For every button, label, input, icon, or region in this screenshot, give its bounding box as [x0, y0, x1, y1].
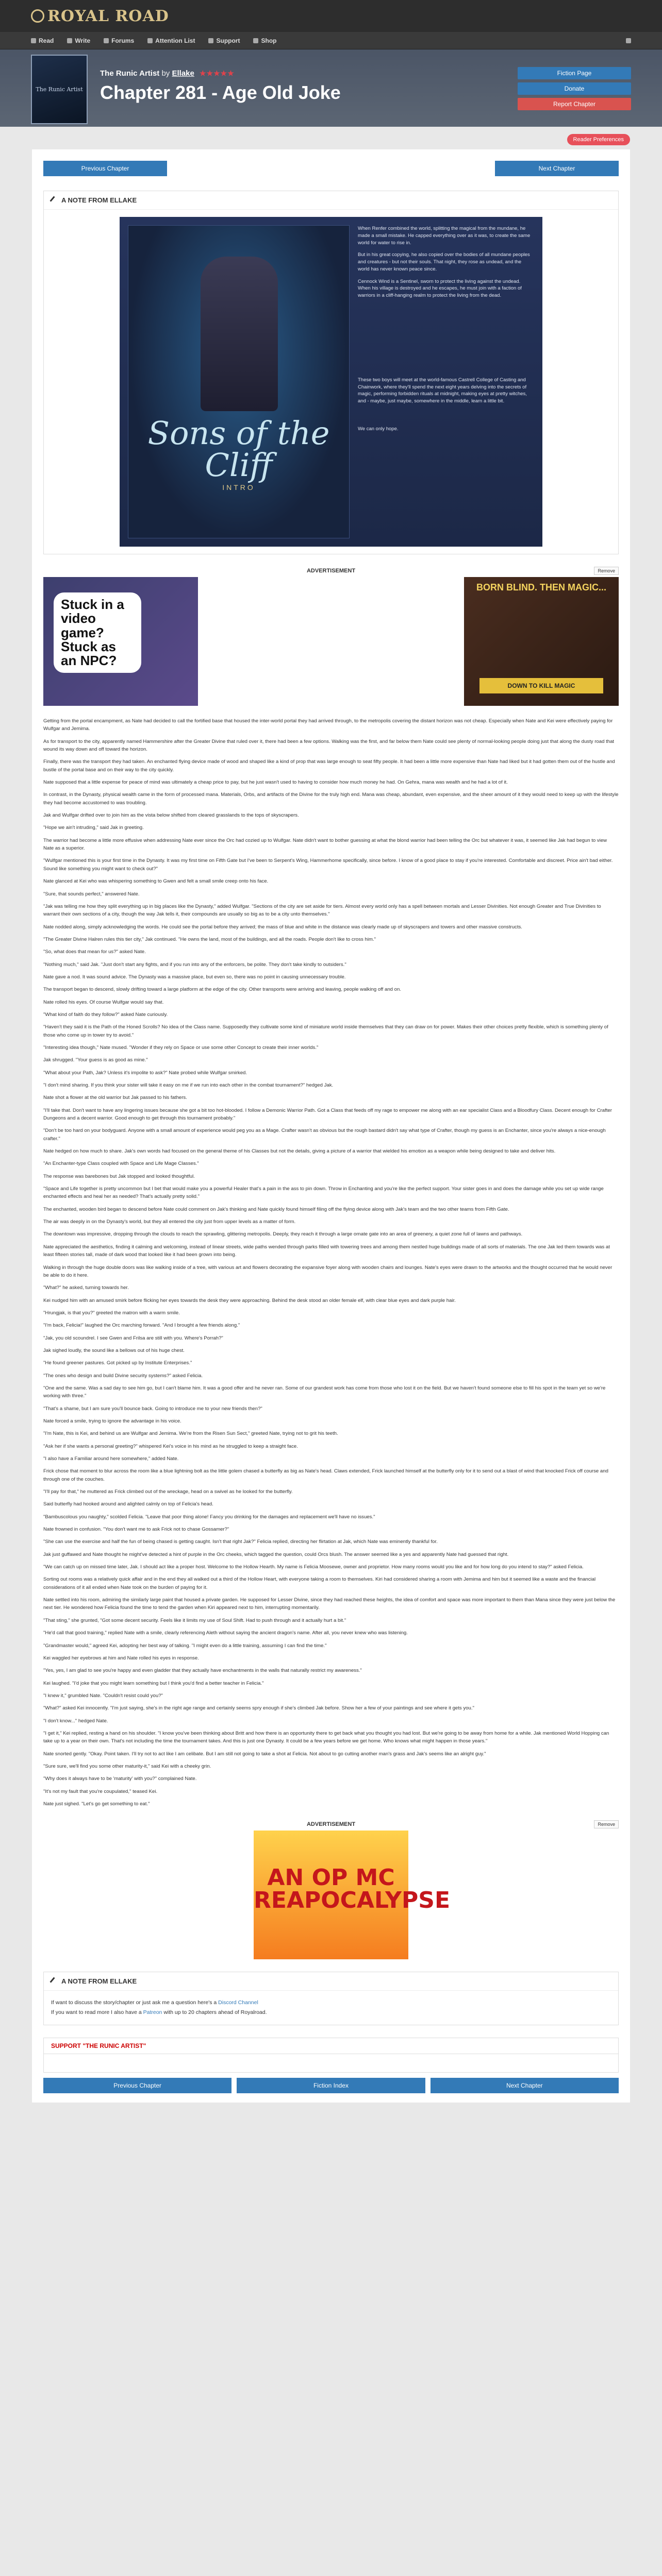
chapter-paragraph: Jak shrugged. "Your guess is as good as mine." [43, 1057, 148, 1063]
chapter-paragraph: "Interesting idea though," Nate mused. "Wonder if they rely on Space or use some other Concept to create their inner worlds." [43, 1044, 319, 1050]
chapter-paragraph: "Don't be too hard on your bodyguard. Anyone with a small amount of experience would peg you as a Mage. Crafter wasn't as obvious but the rough bastard didn't say what type of Crafter, though my guess is an Enchanter, since you're always a nice-enough crafter." [43, 1128, 606, 1142]
promo-text: When Renfer combined the world, splitting the magical from the mundane, he made a small mistake. He capped everything over as it was, to create the same world for water to rise in. But in his great copying, he also copied over the bodies of all mundane peoples and creatures - but not their souls. That night, they rose as undead, and the world has never known peace since. Cennock Wind is a Sentinel, sworn to protect the living against the undead. When his village is destroyed and he escapes, he must join with a faction of warriors in a cliff-hanging realm to protect the living from the dead. These two boys will meet at the world-famous Castrell College of Casting and Chainwork, where they'll spend the next eight years delving into the secrets of magic, performing forbidden rituals at midnight, making eyes at pretty witches, and - maybe, just maybe, somewhere in the middle, learn a little bit. We can only hope. [358, 226, 531, 432]
chapter-paragraph: Nate rolled his eyes. Of course Wulfgar would say that. [43, 999, 164, 1005]
pen-icon [67, 38, 72, 43]
ad-block-2 [43, 1821, 619, 1959]
rating-stars: ★★★★★ [200, 69, 235, 77]
site-name: ROYAL ROAD [47, 7, 169, 25]
chapter-paragraph: Jak sighed loudly, the sound like a bellows out of his huge chest. [43, 1347, 185, 1353]
user-icon [626, 38, 631, 43]
ad-block-1 [43, 568, 619, 706]
ad-2-cta: DOWN TO KILL MAGIC [479, 678, 603, 693]
cart-icon [253, 38, 258, 43]
chapter-paragraph: Sorting out rooms was a relatively quick affair and in the end they all walked out a third of the Hollow Heart, with everyone taking a room to themselves. Kiri had considered sharing a room with Jemima and him but it seemed like a waste and the financial considerations of it all ended when Nate took on the burden of paying for it. [43, 1577, 596, 1590]
chapter-paragraph: Finally, there was the transport they had taken. An enchanted flying device made of wood and shaped like a kind of prop that was large enough to seat fifty people. It had been a little more expensive than Nate had liked but it had gotten them out of the hustle and bustle of the portal base and on their way to the city quickly. [43, 759, 615, 773]
chapter-paragraph: "I don't mind sharing. If you think your sister will take it easy on me if we run into each other in the combat tournament?" hedged Jak. [43, 1082, 334, 1088]
fiction-index-button[interactable]: Fiction Index [237, 2078, 425, 2093]
chapter-paragraph: "Sure sure, we'll find you some other maturity-it," said Kei with a cheeky grin. [43, 1763, 211, 1769]
chapter-paragraph: "Ask her if she wants a personal greeting?" whispered Kei's voice in his mind as he struggled to keep a straight face. [43, 1443, 298, 1449]
ad-2-title: BORN BLIND. THEN MAGIC... [476, 582, 606, 592]
nav-attention-list[interactable]: Attention List [147, 37, 195, 44]
author-link[interactable]: Ellake [172, 69, 194, 78]
fiction-title[interactable]: The Runic Artist [100, 69, 160, 78]
chapter-paragraph: Getting from the portal encampment, as Nate had decided to call the fortified base that housed the inter-world portal they had arrived through, to the metropolis covering the distant horizon was not cheap. Especially when Nate and Kei were effectively paying for Wulfgar and Jemima. [43, 718, 613, 732]
chapter-paragraph: The warrior had become a little more effusive when addressing Nate ever since the Orc had cozied up to Wulfgar. Nate didn't want to bother guessing at what the blond warrior had been telling the Orc but whatever it was, it seemed like Jak had begun to view Nate as a superior. [43, 837, 607, 852]
chapter-paragraph: "I also have a Familiar around here somewhere," added Nate. [43, 1456, 179, 1462]
chapter-paragraph: Walking in through the huge double doors was like walking inside of a tree, with various art and flowers decorating the expansive foyer along with wooden chairs and lounges. Nate's eyes were drawn to the artworks and the thought occurred that he would never be able to do it here. [43, 1264, 613, 1278]
chapter-paragraph: "An Enchanter-type Class coupled with Space and Life Mage Classes." [43, 1161, 199, 1167]
promo-logo-text: Sons of the Cliff [147, 414, 330, 484]
chapter-paragraph: "The ones who design and build Divine security systems?" asked Felicia. [43, 1372, 203, 1379]
chapter-paragraph: Nate just sighed. "Let's go get something to eat." [43, 1801, 150, 1807]
chapter-paragraph: "Jak, you old scoundrel. I see Gwen and Frilsa are still with you. Where's Porrah?" [43, 1335, 223, 1341]
chapter-nav-bottom [43, 2078, 619, 2093]
pencil-icon [50, 196, 59, 205]
chapter-paragraph: Jak and Wulfgar drifted over to join him as the vista below shifted from cleared grasslands to the tops of skyscrapers. [43, 812, 299, 819]
life-ring-icon [208, 38, 213, 43]
chapter-paragraph: "I don't know..." hedged Nate. [43, 1718, 108, 1724]
author-note-bottom-heading: A NOTE FROM ELLAKE [61, 1977, 137, 1986]
chapter-paragraph: Nate shot a flower at the old warrior but Jak passed to his fathers. [43, 1095, 187, 1101]
book-icon [31, 38, 36, 43]
chapter-paragraph: "I'll take that. Don't want to have any lingering issues because she got a bit too hot-blooded. I follow a Demonic Warrior Path. Got a Class that feeds off my rage to empower me along with an ear specialist Class and a Bloodfury Class. Decent enough for Crafter Dungeons and a decent warrior. Good enough to get through this tournament probably." [43, 1107, 612, 1122]
chapter-paragraph: Kei waggled her eyebrows at him and Nate rolled his eyes in response. [43, 1655, 199, 1661]
advertisement-2[interactable] [464, 577, 619, 706]
chapter-paragraph: "Wulfgar mentioned this is your first time in the Dynasty. It was my first time on Fifth Gate but I've been to Serpent's Wing, Hammerhome specifically, since before. I know of a good place to stay if you're interested. Comfortable and discreet. Price ain't bad either. Sound like something you might want to check out?" [43, 858, 613, 872]
chapter-paragraph: "Bambuscolous you naughty," scolded Felicia. "Leave that poor thing alone! Fancy you drinking for the damages and replacement we'll have no issues." [43, 1514, 375, 1520]
previous-chapter-button[interactable]: Previous Chapter [43, 161, 167, 176]
chapter-paragraph: Said butterfly had hooked around and alighted calmly on top of Felicia's head. [43, 1501, 213, 1507]
pencil-icon [50, 1977, 59, 1986]
remove-ads-button[interactable]: Remove [594, 567, 619, 575]
chapter-paragraph: Nate gave a nod. It was sound advice. The Dynasty was a massive place, but even so, there was no point in causing unnecessary trouble. [43, 974, 346, 980]
nav-write[interactable]: Write [67, 37, 90, 44]
header-buttons [518, 67, 631, 110]
remove-ads-button-2[interactable]: Remove [594, 1820, 619, 1828]
fiction-cover[interactable]: The Runic Artist [31, 55, 88, 124]
crown-icon [31, 9, 44, 23]
chapter-paragraph: In contrast, in the Dynasty, physical wealth came in the form of processed mana. Materials, Orbs, and artifacts of the Divine for the truly high end. Mana was cheap, abundant, even expensive, and the sheer amount of it they would need to keep up with the lifestyle they had become accustomed to was troubling. [43, 792, 619, 806]
advertisement-3[interactable] [254, 1831, 451, 1959]
support-box [43, 2054, 619, 2073]
chapter-paragraph: "We can catch up on missed time later, Jak. I should act like a proper host. Welcome to the Hollow Hearth. My name is Felicia Moosewe, owner and proprietor. How many rooms would you like and for how long do you intend to stay?" asked Felicia. [43, 1564, 584, 1570]
chapter-paragraph: "I knew it," grumbled Nate. "Couldn't resist could you?" [43, 1692, 163, 1699]
chapter-paragraph: "The Greater Divine Halren rules this tier city," Jak continued. "He owns the land, most of the buildings, and all the roads. People don't like to cross him." [43, 936, 376, 942]
user-avatar[interactable] [626, 38, 631, 43]
discord-link[interactable]: Discord Channel [218, 1999, 258, 2006]
promo-logo-sub: INTRO [222, 483, 255, 492]
support-heading: SUPPORT "THE RUNIC ARTIST" [43, 2038, 619, 2054]
top-bar [0, 0, 662, 32]
comments-icon [104, 38, 109, 43]
chapter-paragraph: "Jak was telling me how they split everything up in big places like the Dynasty," added Wulfgar. "Sections of the city are set aside for tiers. Almost every world only has a spell between mortals and Lesser Divinities. Not enough Greater and True Divinities to warrant their own sections of a city, though the way Jak tells it, their compounds are usually so big as to be a city unto themselves." [43, 903, 601, 918]
chapter-paragraph: "I get it," Kei replied, resting a hand on his shoulder. "I know you've been thinking about Britt and how there is an opportunity there to get back what you thought you had lost. But we're going to be away from home for a while. Jak mentioned World Hopping can take up to a year on their own. That's not including the time the tournament takes. And this is just one Dynasty. It could be a few years before we get home. Who knows what might happen in those years." [43, 1730, 609, 1744]
chapter-paragraph: Kei laughed. "I'd joke that you might learn something but I think you'd find a better teacher in Felicia." [43, 1680, 264, 1686]
chapter-paragraph: "Hope we ain't intruding," said Jak in greeting. [43, 825, 144, 831]
chapter-paragraph: "I'll pay for that," he muttered as Frick climbed out of the wreckage, head on a swivel as he looked for the butterfly. [43, 1489, 293, 1495]
author-note-heading: A NOTE FROM ELLAKE [61, 196, 137, 204]
report-chapter-button[interactable]: Report Chapter [518, 98, 631, 110]
chapter-paragraph: "That's a shame, but I am sure you'll bounce back. Going to introduce me to your new friends then?" [43, 1405, 262, 1412]
reader-preferences-button[interactable]: Reader Preferences [567, 134, 630, 145]
nav-read[interactable]: Read [31, 37, 54, 44]
chapter-paragraph: Nate settled into his room, admiring the similarly large paint that housed a private garden. He supposed for Lesser Divine, since they had reached these heights, the idea of comfort and space was more important to them than Mana since they were just below the next tier. He wondered how Felicia found the time to tend the garden when Kiri appeared next to him, interrupting momentarily. [43, 1597, 616, 1611]
chapter-paragraph: Nate appreciated the aesthetics, finding it calming and welcoming, instead of linear streets, wide paths wended through parks filled with towering trees and among them nestled huge buildings made of all sorts of materials. The one Jak led them towards was at least fifteen stories tall, made of dark wood that looked like it had been grown into being. [43, 1244, 610, 1258]
chapter-paragraph: The downtown was impressive, dropping through the clouds to reach the sprawling, glittering metropolis. Deeply, they reach it through a large ornate gate into an area of greenery, a quiet zone full of lawns and pathways. [43, 1231, 523, 1238]
next-chapter-button-bottom[interactable]: Next Chapter [431, 2078, 619, 2093]
chapter-paragraph: "What?" asked Kei innocently. "I'm just saying, she's in the right age range and certainly seems spry enough if she's climbed Jak before. Show her a few of your paintings and see where it gets you." [43, 1705, 474, 1711]
donate-button[interactable]: Donate [518, 82, 631, 95]
chapter-paragraph: "So, what does that mean for us?" asked Nate. [43, 949, 146, 955]
chapter-paragraph: "Space and Life together is pretty uncommon but I bet that would make you a powerful Healer that's a pain in the ass to pin down. Throw in Enchanting and you're like the perfect support. Your sister goes in and does the damage while you set up wide range enchanted effects and heal her as needed? That's actually pretty solid." [43, 1186, 604, 1200]
chapter-paragraph: "What kind of faith do they follow?" asked Nate curiously. [43, 1011, 168, 1018]
list-icon [147, 38, 153, 43]
fiction-header [0, 49, 662, 127]
nav-forums[interactable]: Forums [104, 37, 134, 44]
chapter-paragraph: "Sure, that sounds perfect," answered Nate. [43, 891, 140, 897]
ad-label: ADVERTISEMENT [306, 568, 356, 574]
chapter-paragraph: As for transport to the city, apparently named Hammershire after the Greater Divine that ruled over it, there had been a few options. Walking was the first, and far below them Nate could see plenty of normal-looking people doing just that along the dusty road that wound its way down and off toward the horizon. [43, 738, 615, 753]
chapter-paragraph: "One and the same. Was a sad day to see him go, but I can't blame him. It was a good offer and he never ran. Some of our grandest work has come from those who lost it on the field. But we haven't found someone else to fill his spot in the team yet so we're working with three." [43, 1385, 606, 1399]
chapter-content [43, 717, 619, 994]
chapter-paragraph: "He'd call that good training," replied Nate with a smile, clearly referencing Aleth without saying the ancient dragon's name. After all, you never knew who was listening. [43, 1630, 408, 1636]
chapter-title: Chapter 281 - Age Old Joke [100, 82, 341, 103]
nav-shop[interactable]: Shop [253, 37, 276, 44]
chapter-paragraph: "Hrungjak, is that you?" greeted the matron with a warm smile. [43, 1310, 180, 1316]
chapter-paragraph: "I'm Nate, this is Kei, and behind us are Wulfgar and Jemima. We're from the Risen Sun Sect," greeted Nate, trying not to grit his teeth. [43, 1431, 338, 1437]
chapter-paragraph: "He found greener pastures. Got picked up by Institute Enterprises." [43, 1360, 192, 1366]
advertisement-1[interactable] [43, 577, 198, 706]
chapter-paragraph: Jak just guffawed and Nate thought he might've detected a hint of purple in the Orc cheeks, which tagged the question, could Orcs blush. The answer seemed like a yes and apparently Nate had guessed that right. [43, 1551, 509, 1557]
chapter-paragraph: "Yes, yes, I am glad to see you're happy and even gladder that they actually have enchantments in the walls that naturally restrict my awareness." [43, 1668, 362, 1674]
chapter-paragraph: Nate snorted gently. "Okay. Point taken. I'll try not to act like I am celibate. But I am still not going to take a shot at Felicia. Not about to go cutting another man's grass and Jak's seems like an alright guy." [43, 1751, 486, 1757]
author-note-top [43, 191, 619, 554]
next-chapter-button[interactable]: Next Chapter [495, 161, 619, 176]
chapter-nav-top [43, 161, 619, 176]
chapter-panel [32, 149, 630, 2103]
promo-art [120, 217, 542, 547]
chapter-paragraph: "I'm back, Felicia!" laughed the Orc marching forward. "And I brought a few friends along." [43, 1323, 240, 1329]
chapter-content-continued [43, 998, 619, 1808]
chapter-paragraph: Nate hedged on how much to share. Jak's own words had focused on the general theme of his Classes but not the details, giving a picture of a warrior that wielded his emotion as a weapon while being designed to take and deliver hits. [43, 1148, 556, 1155]
site-logo[interactable] [31, 7, 169, 25]
chapter-paragraph: "What about your Path, Jak? Unless it's impolite to ask?" Nate probed while Wulfgar smirked. [43, 1070, 247, 1076]
chapter-paragraph: "Grandmaster would," agreed Kei, adopting her best way of talking. "I might even do a little training, assuming I can find the time." [43, 1642, 327, 1649]
author-note-bottom: A NOTE FROM ELLAKE If want to discuss the story/chapter or just ask me a question here's a Discord Channel If you want to read more I also have a Patreon with up to 20 chapters ahead of Royalroad. [43, 1972, 619, 2025]
ad-3-text: AN OP MC REAPOCALYPSE [254, 1865, 451, 1914]
chapter-paragraph: Nate glanced at Kei who was whispering something to Gwen and felt a small smile creep onto his face. [43, 878, 269, 885]
fiction-page-button[interactable]: Fiction Page [518, 67, 631, 79]
chapter-paragraph: Nate supposed that a little expense for peace of mind was ultimately a cheap price to pay, but he just wasn't used to having to consider how much money he had. On Gehra, mana was wealth and he had a lot of it. [43, 779, 508, 786]
fiction-title-line: The Runic Artist by Ellake ★★★★★ [100, 69, 235, 78]
chapter-paragraph: The air was deeply in on the Dynasty's world, but they all entered the city just from upper levels as a matter of form. [43, 1219, 296, 1225]
chapter-paragraph: The enchanted, wooden bird began to descend before Nate could comment on Jak's thinking and Nate quickly found himself filing off the flying device along with Jak's team and the two other teams from Fifth Gate. [43, 1206, 509, 1212]
chapter-paragraph: "She can use the exercise and half the fun of being chased is getting caught. Isn't that right Jak?" Felicia replied, directing her flirtation at Jak, which Nate was eminently thankful for. [43, 1539, 438, 1545]
chapter-paragraph: Nate forced a smile, trying to ignore the advantage in his voice. [43, 1418, 181, 1424]
chapter-paragraph: "What?" he asked, turning towards her. [43, 1285, 129, 1291]
patreon-link[interactable]: Patreon [143, 2009, 162, 2016]
character-figure [201, 257, 278, 411]
content-wrapper [32, 127, 630, 2103]
chapter-paragraph: Frick chose that moment to blur across the room like a blue lightning bolt as the little golem chased a butterfly as big as Nate's head. Claws extended, Frick launched himself at the butterfly only for it to send out a blast of wind that knocked Frick off course and through one of the couches. [43, 1468, 608, 1482]
ad-label-2: ADVERTISEMENT [306, 1821, 356, 1828]
chapter-paragraph: "It's not my fault that you're coupulated," teased Kei. [43, 1788, 158, 1794]
chapter-paragraph: The response was barebones but Jak stopped and looked thoughtful. [43, 1173, 195, 1179]
promo-image [128, 225, 350, 538]
chapter-paragraph: Nate nodded along, simply acknowledging the words. He could see the portal before they arrived; the mass of blue and white in the distance was clearly made up of skyscrapers and towers and other massive constructs. [43, 924, 522, 930]
chapter-paragraph: The transport began to descend, slowly drifting toward a large platform at the edge of the city. Other transports were arriving and leaving, people walking off and on. [43, 987, 401, 993]
chapter-paragraph: Nate frowned in confusion. "You don't want me to ask Frick not to chase Gossamer?" [43, 1527, 229, 1533]
chapter-paragraph: "That sting," she grunted, "Got some decent security. Feels like it limits my use of Soul Shift. Had to push through and it actually hurt a bit." [43, 1617, 346, 1623]
ad-1-text: Stuck in a video game? Stuck as an NPC? [54, 592, 141, 673]
chapter-paragraph: "Nothing much," said Jak. "Just don't start any fights, and if you run into any of the enforcers, be polite. They don't take kindly to outsiders." [43, 961, 346, 968]
chapter-paragraph: Kei nudged him with an amused smirk before flicking her eyes towards the desk they were approaching. Behind the desk stood an older female elf, with clear blue eyes and dark purple hair. [43, 1297, 456, 1303]
chapter-paragraph: "Haven't they said it is the Path of the Honed Scrolls? No idea of the Class name. Supposedly they cultivate some kind of miniature world inside themselves that they can draw on for power. Makes their other choices pretty flexible, which is something plenty of those who come up in tower try to avoid." [43, 1024, 608, 1038]
previous-chapter-button-bottom[interactable]: Previous Chapter [43, 2078, 231, 2093]
chapter-paragraph: "Why does it always have to be 'maturity' with you?" complained Nate. [43, 1776, 197, 1782]
nav-support[interactable]: Support [208, 37, 240, 44]
main-nav [0, 32, 662, 49]
